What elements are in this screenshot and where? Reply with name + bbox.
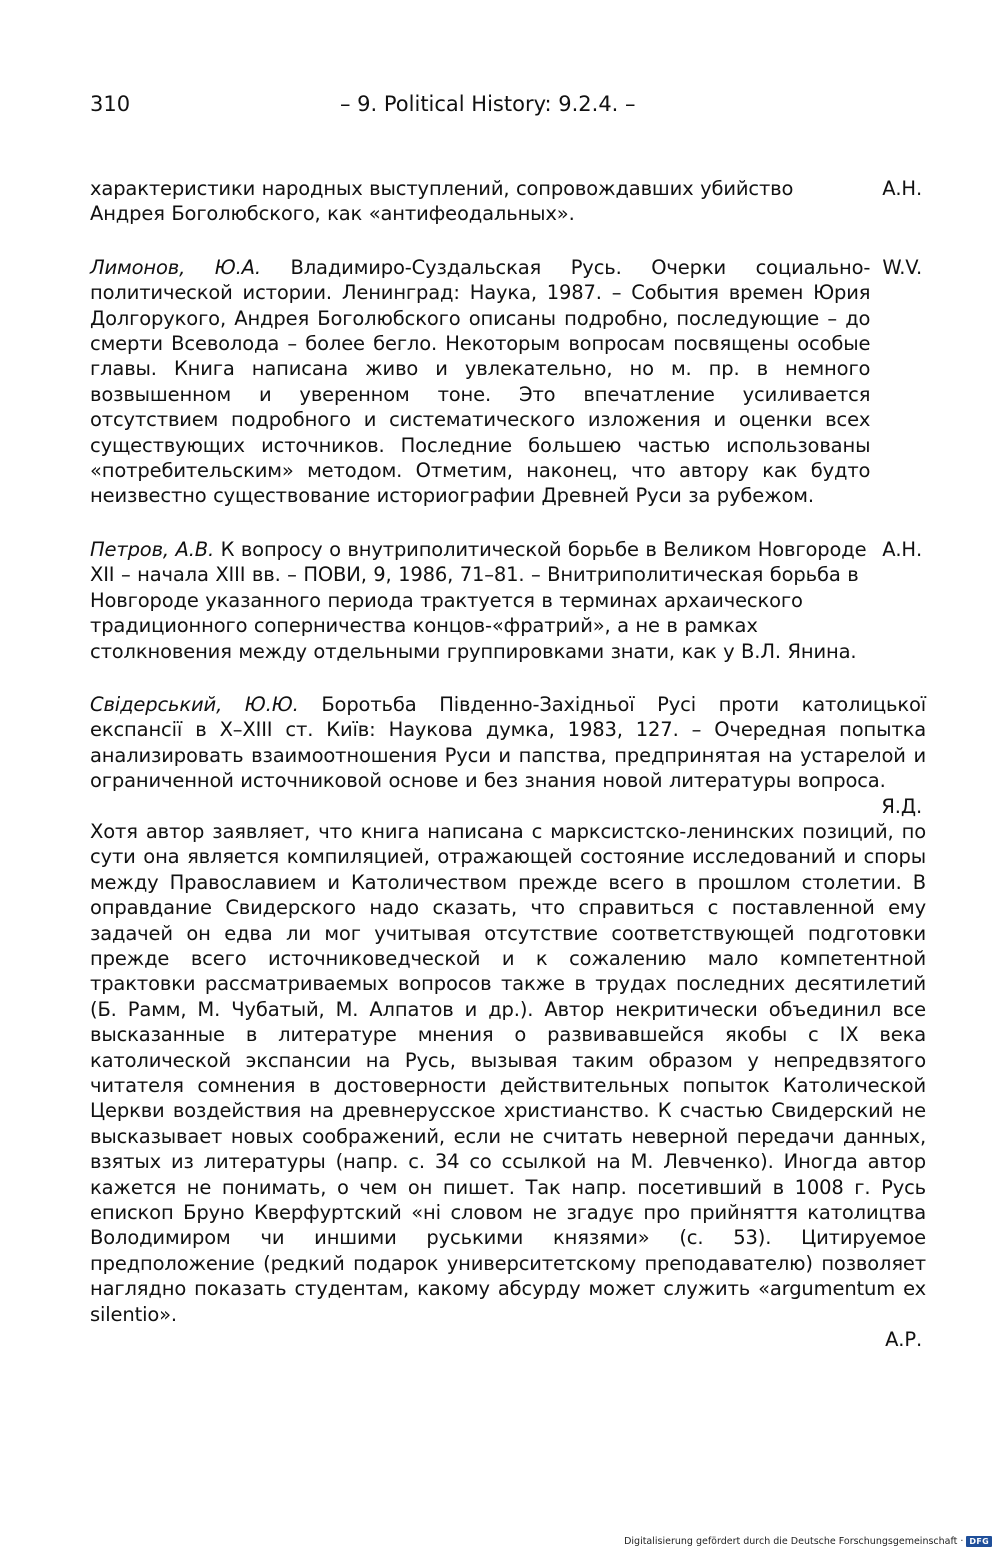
page-number: 310 bbox=[90, 92, 131, 116]
entry-text: К вопросу о внутриполитической борьбе в Великом Новгороде XII – начала XIII вв. – ПОВИ, 9, 1986, 71–81. – Внитриполитическая борьба в Новгороде указанного периода трактуется в терминах архаического традиционного соперничества концов-«фратрий», а не в рамках столкновения между отдельными группировками знати, как у В.Л. Янина. bbox=[90, 537, 867, 663]
review-paragraph: Хотя автор заявляет, что книга написана с марксистско-ленинских позиций, по сути она является компиляцией, отражающей состояние исследований и споры между Православием и Католичеством прежде всего в прошлом столетии. В оправдание Свидерского надо сказать, что справиться с поставленной ему задачей он едва ли мог учитывая отсутствие соответствующей подготовки прежде всего источниковедческой и к сожалению мало компетентной трактовки рассматриваемых вопросов также в трудах последних десятилетий (Б. Рамм, М. Чубатый, М. Алпатов и др.). Автор некритически объединил все высказанные в литературе мнения о развивавшейся якобы с IX века католической экспансии на Русь, вызывая таким образом у непредвзятого читателя сомнения в достоверности действительных попыток Католической Церкви воздействия на древнерусское христианство. К счастью Свидерский не высказывает новых соображений, если не считать неверной передачи данных, взятых из литературы (напр. с. 34 со ссылкой на М. Левченко). Иногда автор кажется не понимать, о чем он пишет. Так напр. посетивший в 1008 г. Русь епископ Бруно Кверфуртский «ні словом не згадує про прийняття католицтва Володимиром чи иншими руськими князями» (с. 53). Цитируемое предположение (редкий подарок университетскому преподавателю) позволяет наглядно показать студентам, какому абсурду может служить «argumentum ex silentio». bbox=[90, 819, 926, 1326]
entry-text: Боротьба Південно-Західньої Русі проти католицької експансії в X–XIII ст. Київ: Наукова думка, 1983, 127. – Очередная попытка анализировать взаимоотношения Руси и папства, предпринятая на устарелой и ограниченной источниковой основе и без знания новой литературы вопроса. bbox=[90, 692, 926, 793]
entry-last-line bbox=[90, 176, 926, 227]
entry-last-line bbox=[90, 537, 926, 664]
bibliography-entry bbox=[90, 255, 926, 509]
entry-author: Петров, А.В. bbox=[90, 537, 215, 561]
page-header bbox=[90, 92, 920, 126]
bibliography-entry bbox=[90, 537, 926, 664]
bibliography-entry bbox=[90, 692, 926, 819]
bibliography-entry bbox=[90, 176, 926, 227]
footer-text: Digitalisierung gefördert durch die Deutsche Forschungsgemeinschaft · bbox=[624, 1536, 964, 1547]
document-body bbox=[90, 176, 926, 1352]
entry-text: характеристики народных выступлений, сопровождавших убийство Андрея Боголюбского, как «антифеодальных». bbox=[90, 177, 794, 226]
entry-paragraph bbox=[90, 692, 926, 794]
entry-last-line bbox=[90, 255, 926, 509]
reviewer-signature: Я.Д. bbox=[881, 794, 922, 818]
digitization-footer bbox=[624, 1536, 992, 1547]
reviewer-signature: А.Н. bbox=[882, 177, 922, 200]
entry-author: Свідерський, Ю.Ю. bbox=[90, 692, 299, 716]
review-comment bbox=[90, 819, 926, 1353]
entry-author: Лимонов, Ю.А. bbox=[90, 255, 261, 279]
entry-text: Владимиро-Суздальская Русь. Очерки социально-политической истории. Ленинград: Наука, 1987. – События времен Юрия Долгорукого, Андрея Боголюбского описаны подробно, последующие – до смерти Всеволода – более бегло. Некоторым вопросам посвящены особые главы. Книга написана живо и увлекательно, но м. пр. в немного возвышенном и уверенном тоне. Это впечатление усиливается отсутствием подробного и систематического изложения и оценки всех существующих источников. Последние большею частью использованы «потребительским» методом. Отметим, наконец, что автору как будто неизвестно существование историографии Древней Руси за рубежом. bbox=[90, 255, 871, 508]
reviewer-signature: А.Р. bbox=[885, 1328, 922, 1352]
reviewer-signature: А.Н. bbox=[882, 537, 922, 561]
running-head: – 9. Political History: 9.2.4. – bbox=[340, 92, 636, 116]
reviewer-signature: W.V. bbox=[882, 255, 922, 279]
dfg-logo: DFG bbox=[966, 1536, 992, 1547]
